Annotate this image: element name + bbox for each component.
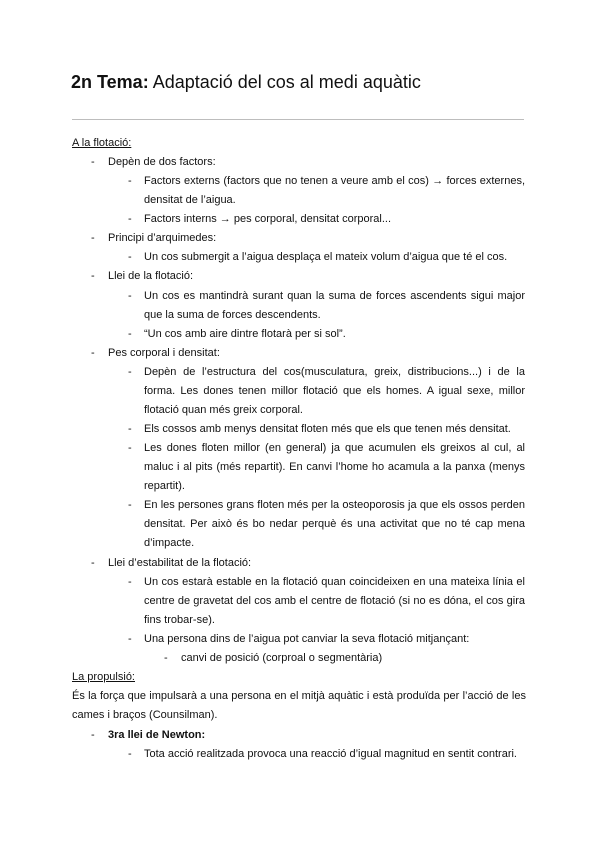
bullet-dash: - (91, 156, 95, 168)
list-item: Depèn de dos factors: (108, 156, 216, 168)
bullet-dash: - (128, 175, 132, 187)
sub-item-line: d’impacte. (144, 537, 195, 549)
sub-item-line: Tota acció realitzada provoca una reacció d’igual magnitud en sentit contrari. (144, 748, 517, 760)
sub-sub-item: canvi de posició (corproal o segmentària) (181, 652, 383, 664)
sub-item-line: Els cossos amb menys densitat floten més que els que tenen més densitat. (144, 423, 511, 435)
sub-item-line: “Un cos amb aire dintre flotarà per si sol”. (144, 328, 346, 340)
bullet-dash: - (128, 213, 132, 225)
bullet-dash: - (91, 729, 95, 741)
bullet-dash: - (128, 328, 132, 340)
bullet-dash: - (91, 270, 95, 282)
sub-item-line: densitat. Per això és bo nedar perquè és una activitat que no té cap mena (144, 518, 525, 530)
page-title (71, 72, 421, 93)
list-item: Llei d’estabilitat de la flotació: (108, 557, 252, 569)
sub-item-line: repartit). (144, 480, 185, 492)
sub-item-line: densitat de l’aigua. (144, 194, 236, 206)
section-heading-propulsio: La propulsió: (72, 671, 135, 683)
bullet-dash: - (128, 748, 132, 760)
bullet-dash: - (128, 499, 132, 511)
sub-item-line: Factors interns → pes corporal, densitat corporal... (144, 213, 391, 225)
paragraph-line: És la força que impulsarà a una persona en el mitjà aquàtic i està produïda per l’acció de les (72, 690, 526, 702)
sub-item-line: Factors externs (factors que no tenen a veure amb el cos) → forces externes, (144, 175, 525, 187)
list-item: Pes corporal i densitat: (108, 347, 220, 359)
sub-item-line: En les persones grans floten més per la osteoporosis ja que els ossos perden (144, 499, 525, 511)
sub-item-line: Un cos submergit a l’aigua desplaça el mateix volum d’aigua que té el cos. (144, 251, 508, 263)
sub-item-line: Una persona dins de l’aigua pot canviar la seva flotació mitjançant: (144, 633, 470, 645)
bullet-dash: - (164, 652, 168, 664)
bullet-dash: - (128, 251, 132, 263)
bullet-dash: - (128, 366, 132, 378)
sub-item-line: Un cos es mantindrà surant quan la suma de forces ascendents sigui major (144, 290, 525, 302)
list-item: 3ra llei de Newton: (108, 729, 206, 741)
list-item: Principi d’arquimedes: (108, 232, 217, 244)
list-item: Llei de la flotació: (108, 270, 193, 282)
bullet-dash: - (128, 423, 132, 435)
sub-item-line: fins trobar-se). (144, 614, 215, 626)
sub-item-line: Depèn de l’estructura del cos(musculatura, greix, distribucions...) i de la (144, 366, 525, 378)
bullet-dash: - (91, 232, 95, 244)
bullet-dash: - (128, 633, 132, 645)
bullet-dash: - (128, 576, 132, 588)
sub-item-line: flotació quan més greix corporal. (144, 404, 303, 416)
title-bold: 2n Tema: (71, 72, 149, 92)
sub-item-line: forma. Les dones tenen millor flotació que els homes. A igual sexe, millor (144, 385, 525, 397)
sub-item-line: Un cos estarà estable en la flotació quan coincideixen en una mateixa línia el (144, 576, 525, 588)
paragraph-line: cames i braços (Counsilman). (72, 709, 218, 721)
title-divider (72, 119, 524, 120)
bullet-dash: - (91, 347, 95, 359)
sub-item-line: maluc i al pits (més repartit). En canvi l’home ho acamula a la panxa (menys (144, 461, 525, 473)
bullet-dash: - (128, 290, 132, 302)
sub-item-line: que la suma de forces descendents. (144, 309, 321, 321)
bullet-dash: - (128, 442, 132, 454)
sub-item-line: centre de gravetat del cos amb el centre de flotació (si no es dóna, el cos gira (144, 595, 525, 607)
bullet-dash: - (91, 557, 95, 569)
title-text: Adaptació del cos al medi aquàtic (148, 72, 421, 92)
sub-item-line: Les dones floten millor (en general) ja que acumulen els greixos al cul, al (144, 442, 525, 454)
section-heading-flotacio: A la flotació: (72, 137, 132, 149)
